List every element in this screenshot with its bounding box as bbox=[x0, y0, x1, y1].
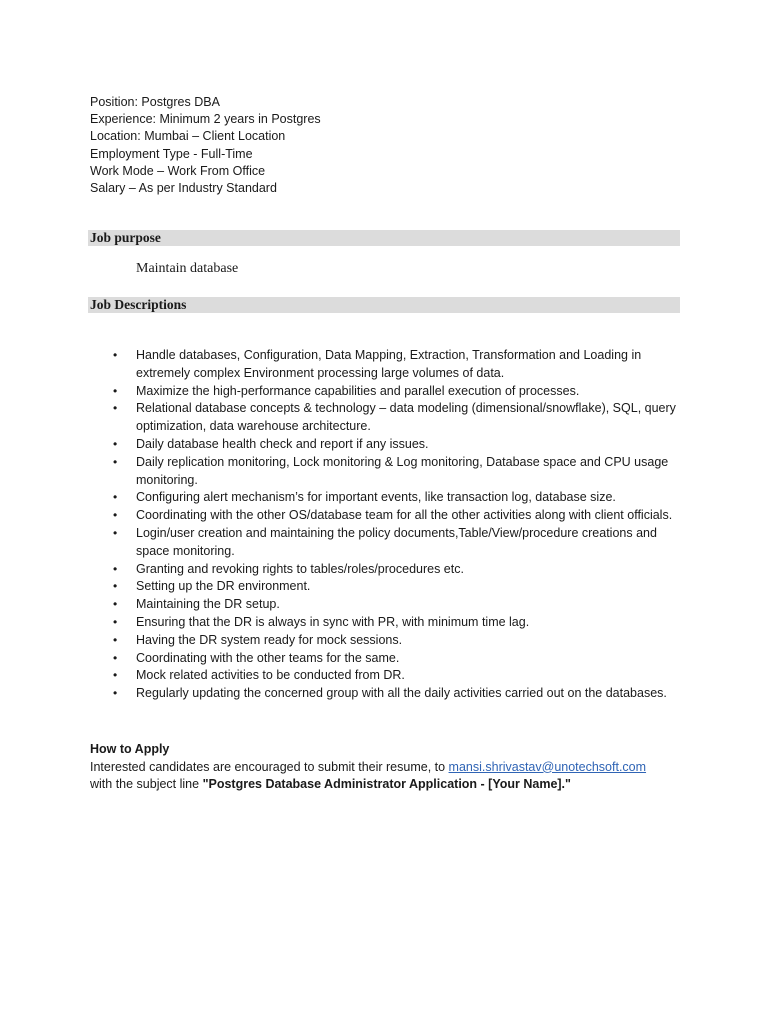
bullet-icon: • bbox=[113, 686, 118, 701]
bullet-icon: • bbox=[113, 632, 118, 647]
bullet-icon: • bbox=[113, 401, 118, 416]
experience-line: Experience: Minimum 2 years in Postgres bbox=[90, 112, 321, 127]
job-description-item bbox=[108, 525, 688, 561]
bullet-icon: • bbox=[113, 490, 118, 505]
job-description-item bbox=[108, 650, 688, 668]
bullet-icon: • bbox=[113, 348, 118, 362]
job-description-text: Daily database health check and report if any issues. bbox=[136, 436, 429, 451]
job-description-item bbox=[108, 578, 688, 596]
job-description-item bbox=[108, 667, 688, 685]
job-description-text: Maintaining the DR setup. bbox=[136, 597, 280, 612]
job-description-text: Regularly updating the concerned group with all the daily activities carried out on the databases. bbox=[136, 686, 667, 701]
job-description-text: Coordinating with the other OS/database team for all the other activities along with client officials. bbox=[136, 508, 673, 523]
bullet-icon: • bbox=[113, 614, 118, 629]
job-summary bbox=[90, 94, 321, 197]
job-description-item bbox=[108, 561, 688, 579]
work-mode-line: Work Mode – Work From Office bbox=[90, 163, 266, 178]
bullet-icon: • bbox=[113, 383, 118, 398]
job-description-text: Ensuring that the DR is always in sync with PR, with minimum time lag. bbox=[136, 614, 530, 629]
bullet-icon: • bbox=[113, 579, 118, 594]
subject-line-row bbox=[90, 776, 646, 794]
bullet-icon: • bbox=[113, 668, 118, 683]
job-description-text: Relational database concepts & technology – data modeling (dimensional/snowflake), SQL, query optimization, data warehouse architecture. bbox=[136, 401, 676, 434]
employment-type-line: Employment Type - Full-Time bbox=[90, 146, 253, 161]
job-description-item bbox=[108, 685, 688, 703]
job-description-text: Coordinating with the other teams for the same. bbox=[136, 650, 400, 665]
bullet-icon: • bbox=[113, 597, 118, 612]
job-description-item bbox=[108, 383, 688, 401]
how-to-apply-heading: How to Apply bbox=[90, 742, 170, 756]
location-line: Location: Mumbai – Client Location bbox=[90, 129, 286, 144]
job-description-text: Having the DR system ready for mock sessions. bbox=[136, 632, 403, 647]
job-description-item bbox=[108, 400, 688, 436]
bullet-icon: • bbox=[113, 561, 118, 576]
job-description-text: Maximize the high-performance capabilities and parallel execution of processes. bbox=[136, 383, 580, 398]
bullet-icon: • bbox=[113, 436, 118, 451]
apply-instructions bbox=[90, 759, 646, 777]
job-description-item bbox=[108, 436, 688, 454]
salary-line: Salary – As per Industry Standard bbox=[90, 181, 277, 196]
subject-line-text: "Postgres Database Administrator Application - [Your Name]." bbox=[202, 777, 571, 791]
job-purpose-heading: Job purpose bbox=[88, 230, 680, 246]
bullet-icon: • bbox=[113, 525, 118, 540]
bullet-icon: • bbox=[113, 508, 118, 523]
job-description-item bbox=[108, 347, 688, 383]
job-description-text: Daily replication monitoring, Lock monitoring & Log monitoring, Database space and CPU usage monitoring. bbox=[136, 454, 669, 487]
job-description-item bbox=[108, 489, 688, 507]
email-link[interactable]: mansi.shrivastav@unotechsoft.com bbox=[448, 759, 647, 774]
job-description-text: Mock related activities to be conducted from DR. bbox=[136, 668, 405, 683]
job-description-item bbox=[108, 507, 688, 525]
job-description-text: Login/user creation and maintaining the policy documents,Table/View/procedure creations and space monitoring. bbox=[136, 525, 657, 558]
position-line: Position: Postgres DBA bbox=[90, 95, 220, 109]
job-description-item bbox=[108, 596, 688, 614]
job-descriptions-list bbox=[108, 347, 688, 703]
job-description-text: Setting up the DR environment. bbox=[136, 579, 311, 594]
job-purpose-text: Maintain database bbox=[136, 261, 239, 276]
job-description-text: Handle databases, Configuration, Data Mapping, Extraction, Transformation and Loading in extremely complex Environment processing large volumes of data. bbox=[136, 348, 642, 380]
job-descriptions-heading: Job Descriptions bbox=[88, 297, 680, 313]
job-description-item bbox=[108, 632, 688, 650]
bullet-icon: • bbox=[113, 650, 118, 665]
job-description-text: Configuring alert mechanism’s for important events, like transaction log, database size. bbox=[136, 490, 616, 505]
bullet-icon: • bbox=[113, 454, 118, 469]
job-description-item bbox=[108, 614, 688, 632]
job-description-item bbox=[108, 454, 688, 490]
subject-prefix-text: with the subject line bbox=[90, 777, 203, 791]
how-to-apply-section bbox=[90, 741, 646, 794]
job-description-text: Granting and revoking rights to tables/roles/procedures etc. bbox=[136, 561, 464, 576]
apply-intro-text: Interested candidates are encouraged to submit their resume, to bbox=[90, 759, 449, 774]
